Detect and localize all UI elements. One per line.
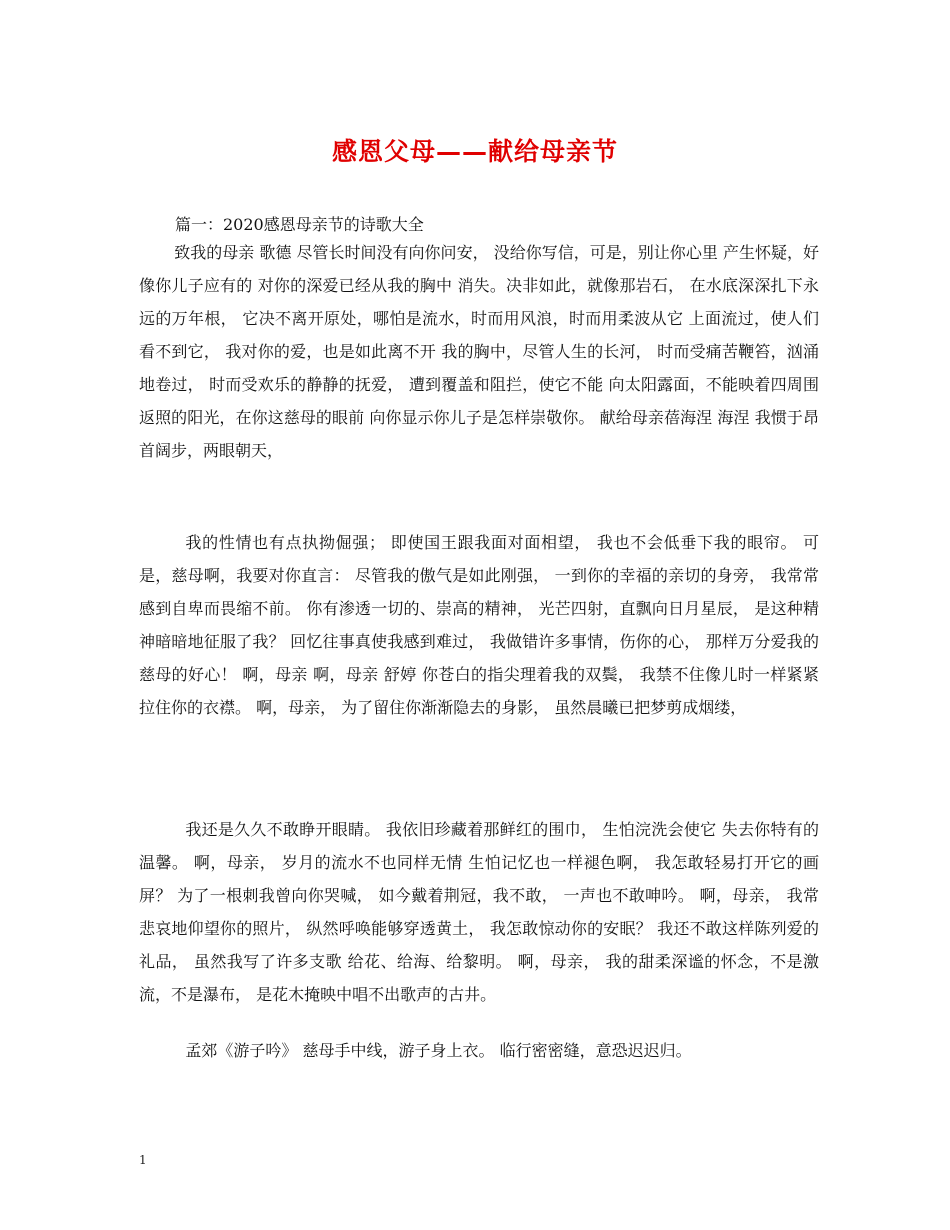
page-number: 1 <box>139 1153 147 1167</box>
document-title: 感恩父母——献给母亲节 <box>331 137 618 166</box>
paragraph-2: 我的性情也有点执拗倔强； 即使国王跟我面对面相望， 我也不会低垂下我的眼帘。 可是，慈母啊，我要对你直言： 尽管我的傲气是如此刚强， 一到你的幸福的亲切的身旁， 我常常感到自卑而畏缩不前。 你有渗透一切的、崇高的精神， 光芒四射，直飘向日月星辰， 是这种精神暗暗地征服了我？ 回忆往事真使我感到难过， 我做错许多事情，伤你的心， 那样万分爱我的慈母的好心！ 啊，母亲 啊，母亲 舒婷 你苍白的指尖理着我的双鬓， 我禁不住像儿时一样紧紧拉住你的衣襟。 啊，母亲， 为了留住你渐渐隐去的身影， 虽然晨曦已把梦剪成烟缕， <box>139 533 819 717</box>
paragraph-3: 我还是久久不敢睁开眼睛。 我依旧珍藏着那鲜红的围巾， 生怕浣洗会使它 失去你特有的温馨。 啊，母亲， 岁月的流水不也同样无情 生怕记忆也一样褪色啊， 我怎敢轻易打开它的画屏？ 为了一根刺我曾向你哭喊， 如今戴着荆冠，我不敢， 一声也不敢呻吟。 啊，母亲， 我常悲哀地仰望你的照片， 纵然呼唤能够穿透黄土， 我怎敢惊动你的安眠？ 我还不敢这样陈列爱的礼品， 虽然我写了许多支歌 给花、给海、给黎明。 啊，母亲， 我的甜柔深谧的怀念，不是激流，不是瀑布， 是花木掩映中唱不出歌声的古井。 <box>139 820 819 1004</box>
section-heading: 篇一：2020感恩母亲节的诗歌大全 <box>175 215 424 234</box>
paragraph-4: 孟郊《游子吟》 慈母手中线，游子身上衣。 临行密密缝，意恐迟迟归。 <box>185 1041 692 1060</box>
paragraph-1: 致我的母亲 歌德 尽管长时间没有向你问安， 没给你写信，可是，别让你心里 产生怀疑，好像你儿子应有的 对你的深爱已经从我的胸中 消失。决非如此，就像那岩石， 在水底深深扎下永远的万年根， 它决不离开原处，哪怕是流水，时而用风浪，时而用柔波从它 上面流过，使人们看不到它， 我对你的爱，也是如此离不开 我的胸中，尽管人生的长河， 时而受痛苦鞭笞，汹涌地卷过， 时而受欢乐的静静的抚爱， 遭到覆盖和阻拦，使它不能 向太阳露面，不能映着四周围返照的阳光，在你这慈母的眼前 向你显示你儿子是怎样崇敬你。 献给母亲蓓海涅 海涅 我惯于昂首阔步，两眼朝天， <box>139 243 819 460</box>
